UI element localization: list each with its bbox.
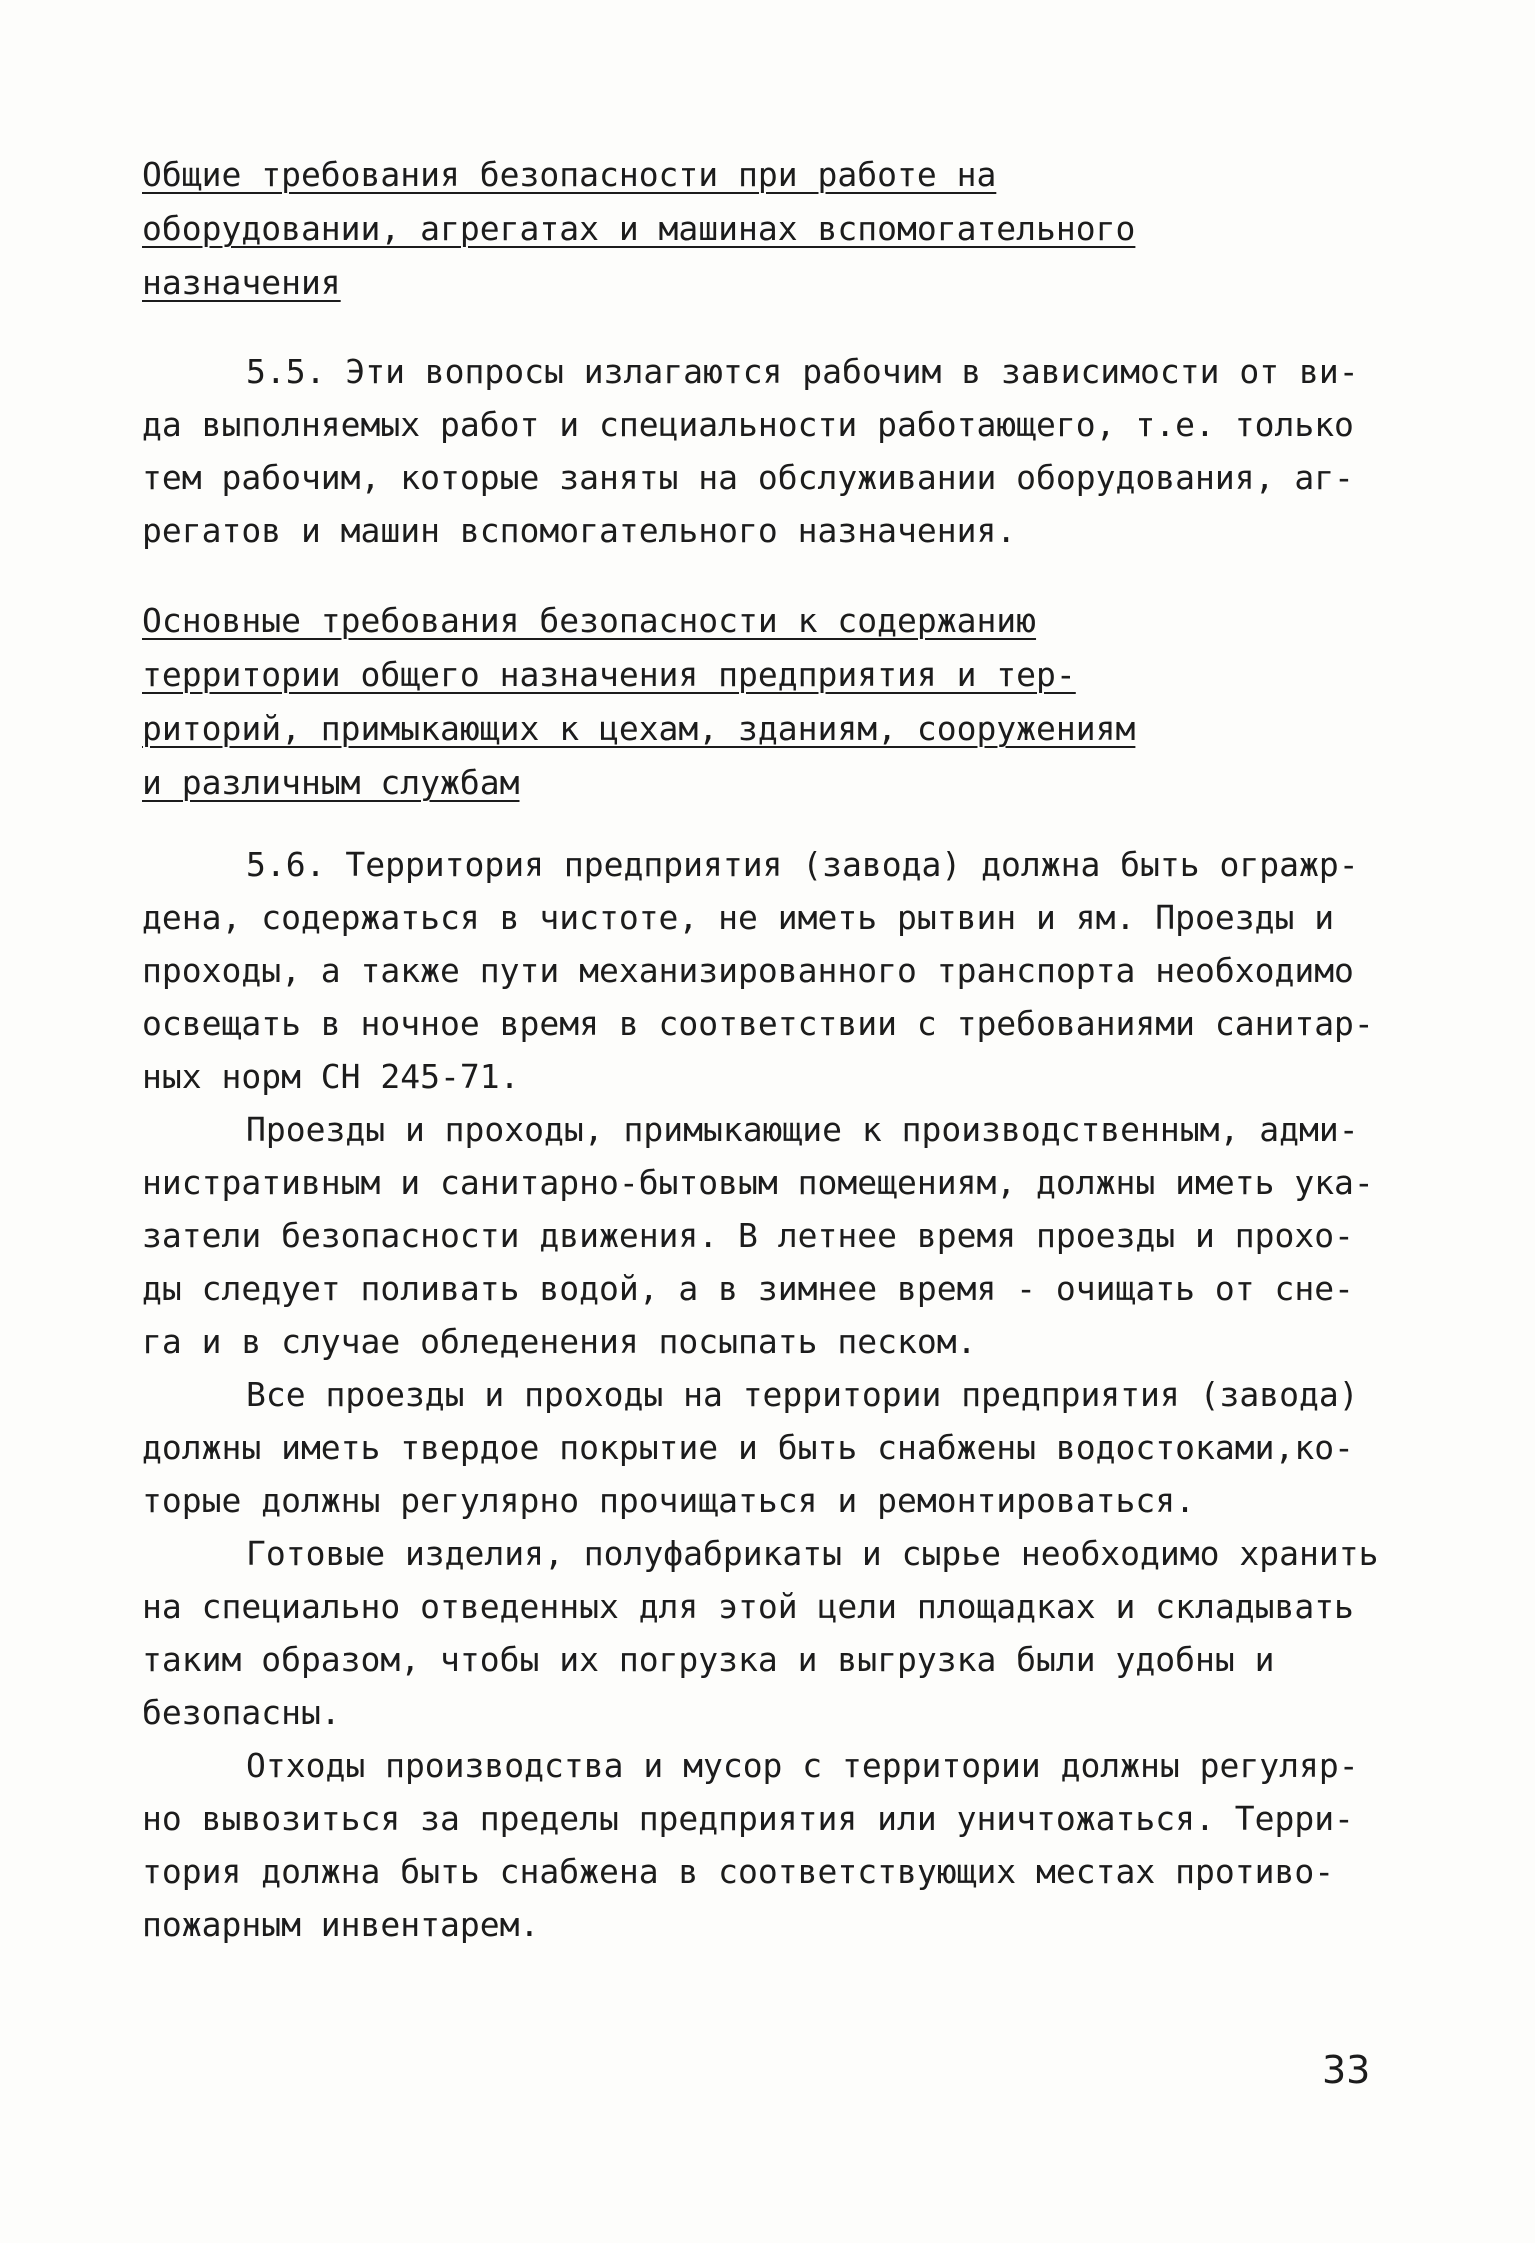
heading-line: риторий, примыкающих к цехам, зданиям, сооружениям [142,709,1136,748]
text-line: Проезды и проходы, примыкающие к производственным, адми- [246,1110,1359,1149]
heading-line: оборудовании, агрегатах и машинах вспомогательного [142,209,1136,248]
text-line: Отходы производства и мусор с территории должны регуляр- [246,1746,1359,1785]
section-heading-territory [142,594,1272,810]
text-line: 5.5. Эти вопросы излагаются рабочим в зависимости от ви- [246,352,1359,391]
paragraph-5-5 [142,345,1392,557]
text-line: пожарным инвентарем. [142,1905,540,1944]
text-line: нистративным и санитарно-бытовым помещениям, должны иметь ука- [142,1163,1374,1202]
text-line: га и в случае обледенения посыпать песком. [142,1322,977,1361]
page-number: 33 [1322,2048,1371,2092]
text-line: проходы, а также пути механизированного транспорта необходимо [142,951,1354,990]
text-line: ных норм СН 245-71. [142,1057,520,1096]
heading-line: назначения [142,263,341,302]
text-line: тория должна быть снабжена в соответствующих местах противо- [142,1852,1335,1891]
text-line: да выполняемых работ и специальности работающего, т.е. только [142,405,1354,444]
heading-line: Основные требования безопасности к содержанию [142,601,1037,640]
text-line: регатов и машин вспомогательного назначения. [142,511,1017,550]
heading-line: территории общего назначения предприятия и тер- [142,655,1076,694]
text-line: 5.6. Территория предприятия (завода) должна быть огражр- [246,845,1359,884]
text-line: дена, содержаться в чистоте, не иметь рытвин и ям. Проезды и [142,898,1335,937]
text-line: таким образом, чтобы их погрузка и выгрузка были удобны и [142,1640,1275,1679]
text-line: торые должны регулярно прочищаться и ремонтироваться. [142,1481,1195,1520]
text-line: но вывозиться за пределы предприятия или уничтожаться. Терри- [142,1799,1354,1838]
text-line: безопасны. [142,1693,341,1732]
heading-line: Общие требования безопасности при работе на [142,155,997,194]
text-line: тем рабочим, которые заняты на обслуживании оборудования, аг- [142,458,1354,497]
text-line: затели безопасности движения. В летнее время проезды и прохо- [142,1216,1354,1255]
text-line: освещать в ночное время в соответствии с требованиями санитар- [142,1004,1374,1043]
section-heading-equipment [142,148,1272,310]
paragraph-5-6 [142,838,1392,1951]
heading-line: и различным службам [142,763,520,802]
text-line: должны иметь твердое покрытие и быть снабжены водостоками,ко- [142,1428,1354,1467]
text-line: на специально отведенных для этой цели площадках и складывать [142,1587,1354,1626]
text-line: Готовые изделия, полуфабрикаты и сырье необходимо хранить [246,1534,1379,1573]
text-line: Все проезды и проходы на территории предприятия (завода) [246,1375,1359,1414]
text-line: ды следует поливать водой, а в зимнее время - очищать от сне- [142,1269,1354,1308]
